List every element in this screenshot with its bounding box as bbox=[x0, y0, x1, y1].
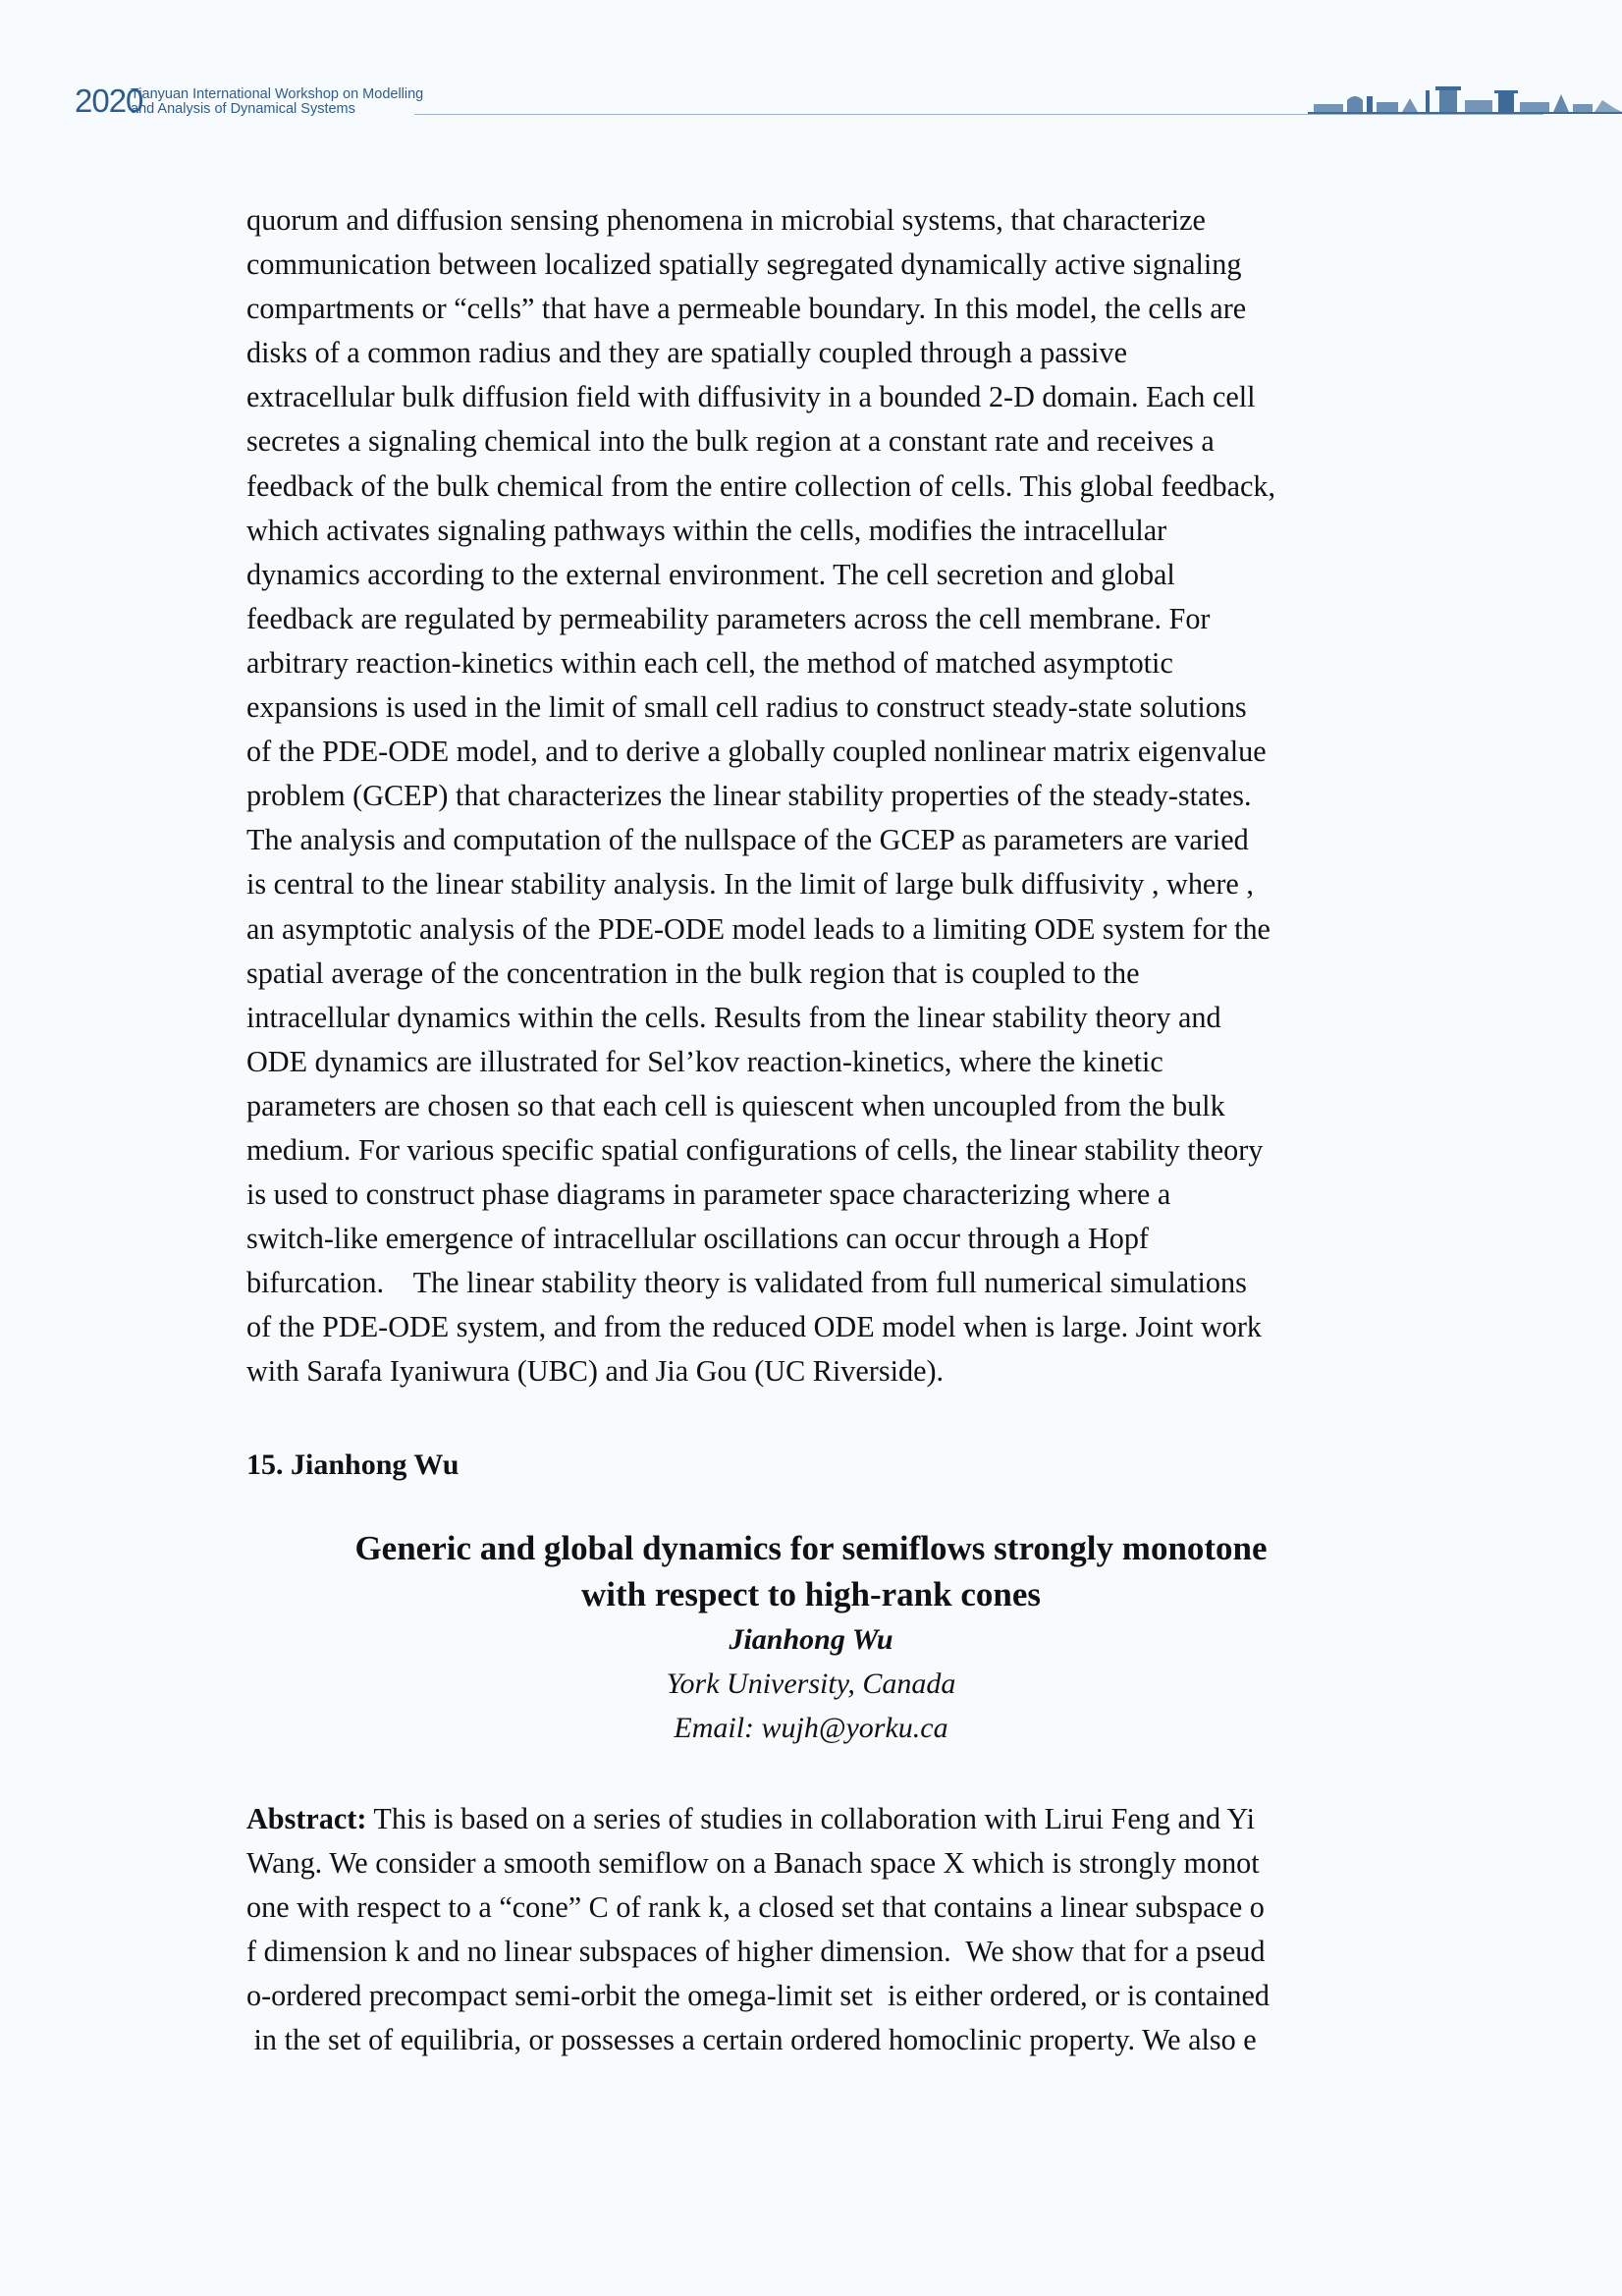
body-line: extracellular bulk diffusion field with diffusivity in a bounded 2-D domain. Each cell bbox=[246, 380, 1256, 414]
body-line: parameters are chosen so that each cell is quiescent when uncoupled from the bulk bbox=[246, 1088, 1225, 1122]
talk-email: Email: wujh@yorku.ca bbox=[674, 1712, 948, 1744]
body-line: intracellular dynamics within the cells. Results from the linear stability theory and bbox=[246, 1000, 1221, 1034]
abstract-first-line bbox=[246, 1797, 1415, 1841]
body-line: is central to the linear stability analysis. In the limit of large bulk diffusivity , where , bbox=[246, 867, 1254, 902]
body-line: disks of a common radius and they are spatially coupled through a passive bbox=[246, 336, 1128, 370]
body-line: spatial average of the concentration in the bulk region that is coupled to the bbox=[246, 956, 1140, 990]
abstract-line: Wang. We consider a smooth semiflow on a Banach space X which is strongly monot bbox=[246, 1846, 1260, 1881]
body-line: with Sarafa Iyaniwura (UBC) and Jia Gou (UC Riverside). bbox=[246, 1354, 945, 1389]
workshop-title-line1: Tianyuan International Workshop on Modelling bbox=[131, 86, 424, 102]
body-line: problem (GCEP) that characterizes the linear stability properties of the steady-states. bbox=[246, 779, 1252, 813]
talk-affiliation: York University, Canada bbox=[666, 1667, 956, 1700]
body-line: feedback are regulated by permeability parameters across the cell membrane. For bbox=[246, 601, 1211, 635]
body-line: of the PDE-ODE system, and from the reduced ODE model when is large. Joint work bbox=[246, 1310, 1262, 1344]
body-line: arbitrary reaction-kinetics within each cell, the method of matched asymptotic bbox=[246, 645, 1173, 680]
page-header bbox=[75, 81, 1551, 124]
body-line: compartments or “cells” that have a permeable boundary. In this model, the cells are bbox=[246, 292, 1247, 326]
abstract-line: one with respect to a “cone” C of rank k, a closed set that contains a linear subspace o bbox=[246, 1890, 1265, 1925]
body-line: communication between localized spatially segregated dynamically active signaling bbox=[246, 247, 1242, 282]
body-line: medium. For various specific spatial configurations of cells, the linear stability theory bbox=[246, 1132, 1264, 1167]
talk-title-line2: with respect to high-rank cones bbox=[581, 1575, 1041, 1613]
body-line: an asymptotic analysis of the PDE-ODE model leads to a limiting ODE system for the bbox=[246, 911, 1271, 946]
workshop-title-line2: and Analysis of Dynamical Systems bbox=[131, 101, 355, 117]
abstract-label: Abstract: bbox=[246, 1802, 367, 1835]
abstract-line: o-ordered precompact semi-orbit the omega-limit set is either ordered, or is contained bbox=[246, 1979, 1270, 2013]
body-line: ODE dynamics are illustrated for Sel’kov reaction-kinetics, where the kinetic bbox=[246, 1044, 1163, 1078]
talk-header bbox=[0, 1525, 1622, 1750]
body-line: bifurcation. The linear stability theory is validated from full numerical simulations bbox=[246, 1266, 1247, 1300]
abstract bbox=[246, 1797, 1415, 2063]
header-year: 2020 bbox=[75, 82, 143, 119]
body-line: secretes a signaling chemical into the bulk region at a constant rate and receives a bbox=[246, 424, 1215, 459]
body-line: The analysis and computation of the nullspace of the GCEP as parameters are varied bbox=[246, 823, 1249, 857]
body-line: dynamics according to the external environment. The cell secretion and global bbox=[246, 557, 1175, 591]
abstract-line: f dimension k and no linear subspaces of higher dimension. We show that for a pseud bbox=[246, 1935, 1266, 1969]
workshop-title bbox=[131, 87, 423, 117]
city-skyline-icon bbox=[1308, 82, 1622, 116]
body-line: expansions is used in the limit of small cell radius to construct steady-state solutions bbox=[246, 690, 1247, 725]
body-line: quorum and diffusion sensing phenomena in microbial systems, that characterize bbox=[246, 203, 1206, 237]
speaker-heading: 15. Jianhong Wu bbox=[246, 1449, 460, 1481]
abstract-line: in the set of equilibria, or possesses a certain ordered homoclinic property. We also e bbox=[246, 2023, 1257, 2057]
body-line: of the PDE-ODE model, and to derive a globally coupled nonlinear matrix eigenvalue bbox=[246, 735, 1267, 769]
body-line: which activates signaling pathways within the cells, modifies the intracellular bbox=[246, 513, 1167, 547]
previous-abstract-continuation bbox=[246, 198, 1400, 1394]
talk-author: Jianhong Wu bbox=[729, 1623, 893, 1656]
talk-title-line1: Generic and global dynamics for semiflows strongly monotone bbox=[354, 1529, 1268, 1567]
body-line: is used to construct phase diagrams in parameter space characterizing where a bbox=[246, 1177, 1171, 1212]
body-line: switch-like emergence of intracellular oscillations can occur through a Hopf bbox=[246, 1222, 1149, 1256]
abstract-first-line-text: This is based on a series of studies in collaboration with Lirui Feng and Yi bbox=[366, 1802, 1256, 1835]
body-line: feedback of the bulk chemical from the entire collection of cells. This global feedback, bbox=[246, 468, 1276, 503]
